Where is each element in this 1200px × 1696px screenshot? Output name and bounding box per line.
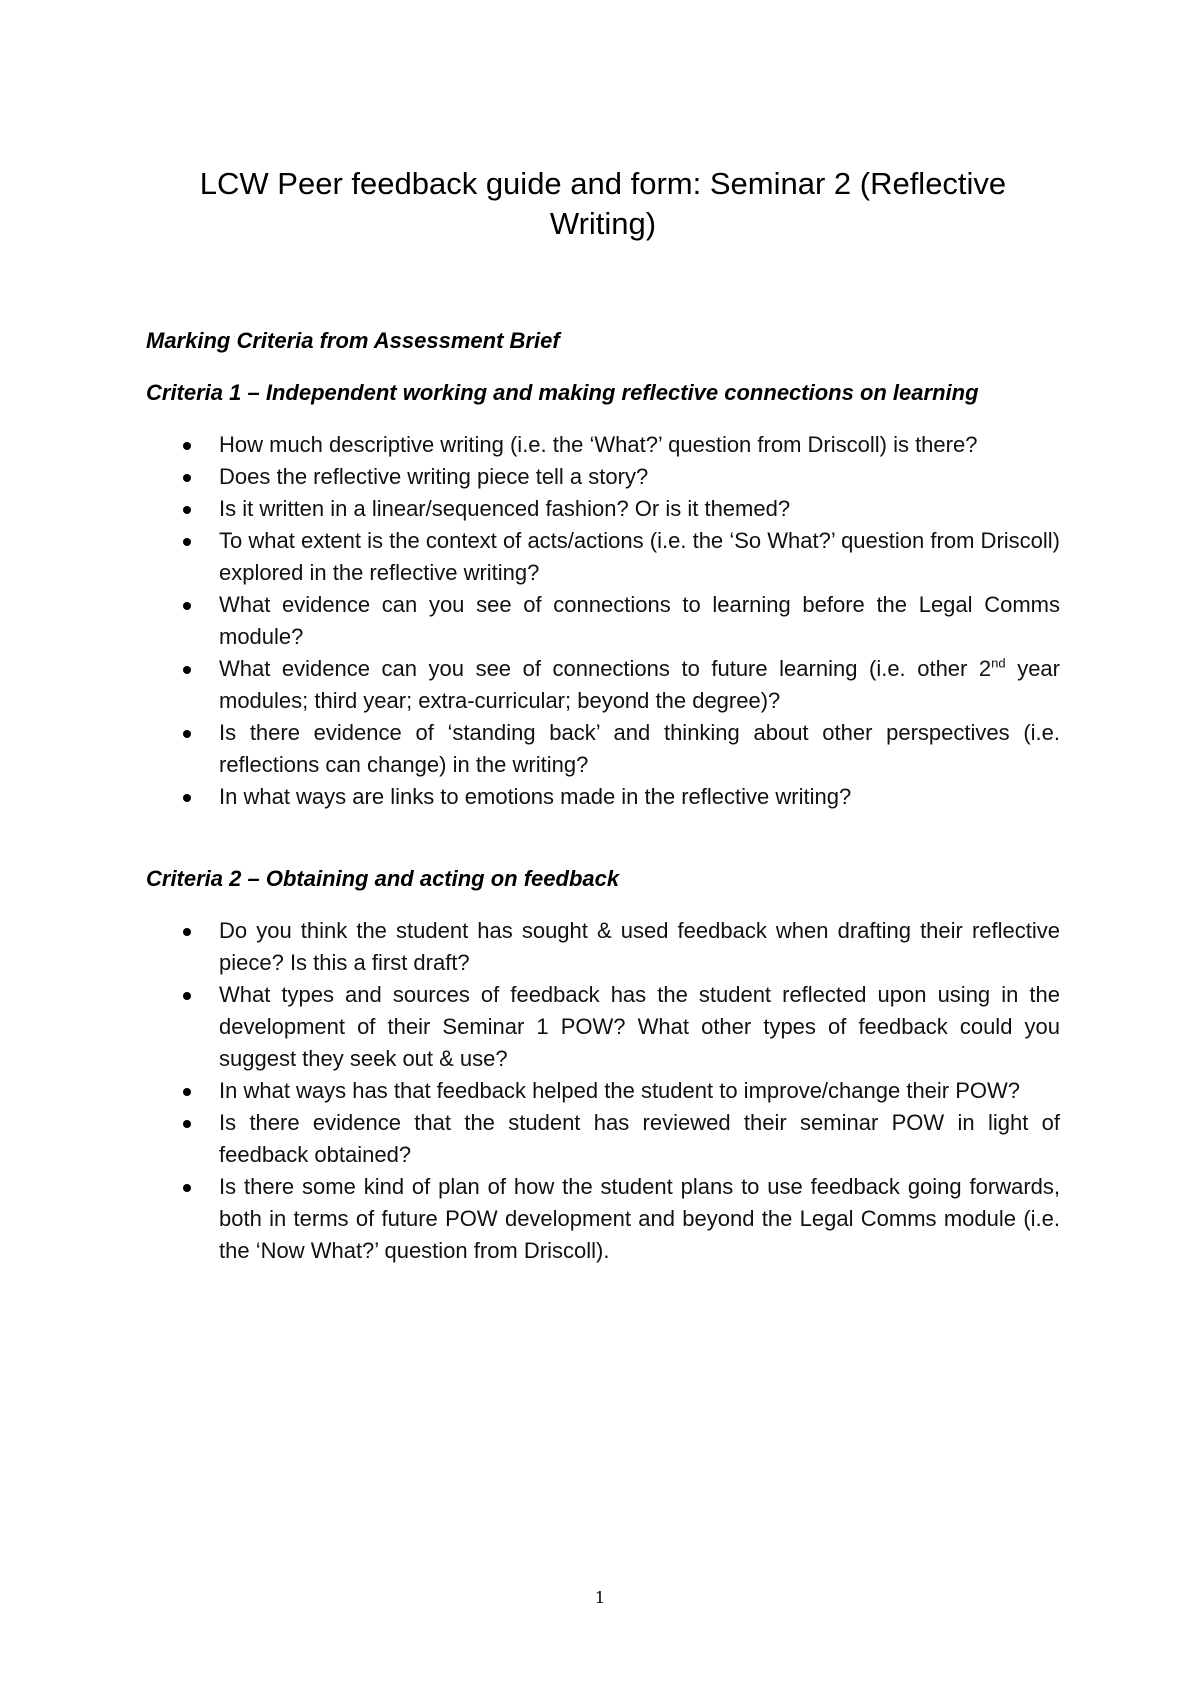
bullet-icon — [183, 1088, 191, 1096]
list-item: What types and sources of feedback has the student reflected upon using in the development of their Seminar 1 POW? What other types of feedback could you suggest they seek out & use? — [146, 979, 1060, 1075]
list-item: Do you think the student has sought & used feedback when drafting their reflective piece? Is this a first draft? — [146, 915, 1060, 979]
list-item: In what ways has that feedback helped the student to improve/change their POW? — [146, 1075, 1060, 1107]
list-item: Is it written in a linear/sequenced fashion? Or is it themed? — [146, 493, 1060, 525]
bullet-icon — [183, 794, 191, 802]
list-item: What evidence can you see of connections to future learning (i.e. other 2nd year modules; third year; extra-curricular; beyond the degree)? — [146, 653, 1060, 717]
list-item: How much descriptive writing (i.e. the ‘What?’ question from Driscoll) is there? — [146, 429, 1060, 461]
criteria-2-list — [146, 915, 1060, 1267]
list-item: Is there some kind of plan of how the student plans to use feedback going forwards, both in terms of future POW development and beyond the Legal Comms module (i.e. the ‘Now What?’ question from Driscoll). — [146, 1171, 1060, 1267]
criteria-2-heading: Criteria 2 – Obtaining and acting on feedback — [146, 866, 620, 891]
marking-criteria-heading: Marking Criteria from Assessment Brief — [146, 328, 560, 353]
criteria-1-list — [146, 429, 1060, 813]
bullet-icon — [183, 928, 191, 936]
bullet-icon — [183, 666, 191, 674]
bullet-icon — [183, 506, 191, 514]
criteria-1-heading: Criteria 1 – Independent working and making reflective connections on learning — [146, 380, 979, 405]
list-item: Does the reflective writing piece tell a story? — [146, 461, 1060, 493]
list-item: To what extent is the context of acts/actions (i.e. the ‘So What?’ question from Driscoll) explored in the reflective writing? — [146, 525, 1060, 589]
bullet-icon — [183, 992, 191, 1000]
bullet-icon — [183, 1120, 191, 1128]
page-content — [146, 164, 1060, 1267]
bullet-icon — [183, 1184, 191, 1192]
list-item: Is there evidence of ‘standing back’ and thinking about other perspectives (i.e. reflections can change) in the writing? — [146, 717, 1060, 781]
bullet-icon — [183, 602, 191, 610]
bullet-icon — [183, 730, 191, 738]
bullet-icon — [183, 442, 191, 450]
bullet-icon — [183, 474, 191, 482]
list-item: What evidence can you see of connections to learning before the Legal Comms module? — [146, 589, 1060, 653]
bullet-icon — [183, 538, 191, 546]
list-item: Is there evidence that the student has reviewed their seminar POW in light of feedback obtained? — [146, 1107, 1060, 1171]
document-title: LCW Peer feedback guide and form: Seminar 2 (Reflective Writing) — [199, 166, 1007, 241]
ordinal-superscript: nd — [991, 655, 1006, 671]
list-item: In what ways are links to emotions made in the reflective writing? — [146, 781, 1060, 813]
page-number: 1 — [594, 1588, 606, 1607]
